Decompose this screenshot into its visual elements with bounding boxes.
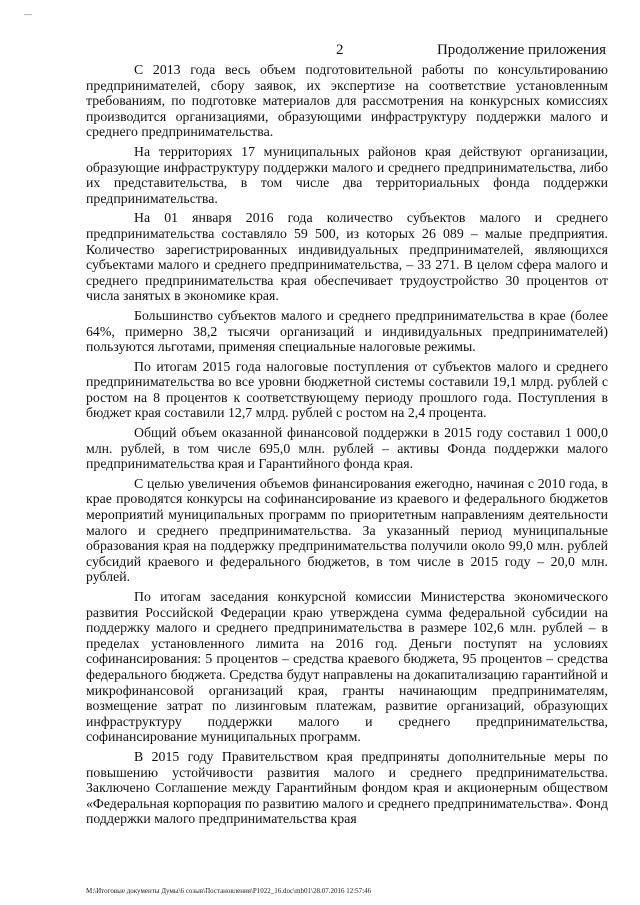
document-body — [86, 62, 608, 831]
paragraph: С целью увеличения объемов финансирования ежегодно, начиная с 2010 года, в крае проводятся конкурсы на софинансирование из краевого и федерального бюджетов мероприятий муниципальных программ по приоритетным направлениям деятельности малого и среднего предпринимательства. За указанный период муниципальные образования края на поддержку предпринимательства получили около 99,0 млн. рублей субсидий краевого и федерального бюджетов, в том числе в 2015 году – 20,0 млн. рублей. — [86, 475, 608, 585]
continuation-header: Продолжение приложения — [436, 42, 606, 58]
scan-corner-mark: — — [24, 10, 32, 19]
footer-file-path: M:\Итоговые документы Думы\6 созыв\Постановления\P1022_16.doc\mb01\28.07.2016 12:57:46 — [86, 887, 372, 895]
paragraph: Большинство субъектов малого и среднего предпринимательства в крае (более 64%, примерно 38,2 тысячи организаций и индивидуальных предпринимателей) пользуются льготами, применяя специальные налоговые режимы. — [86, 307, 608, 355]
paragraph: В 2015 году Правительством края предприняты дополнительные меры по повышению устойчивости развития малого и среднего предпринимательства. Заключено Соглашение между Гарантийным фондом края и акционерным обществом «Федеральная корпорация по развитию малого и среднего предпринимательства». Фонд поддержки малого предпринимательства края — [86, 748, 608, 827]
paragraph: По итогам 2015 года налоговые поступления от субъектов малого и среднего предпринимательства во все уровни бюджетной системы составили 19,1 млрд. рублей с ростом на 8 процентов к соответствующему периоду прошлого года. Поступления в бюджет края составили 12,7 млрд. рублей с ростом на 2,4 процента. — [86, 358, 608, 421]
paragraph: На 01 января 2016 года количество субъектов малого и среднего предпринимательства составляло 59 500, из которых 26 089 – малые предприятия. Количество зарегистрированных индивидуальных предпринимателей, являющихся субъектами малого и среднего предпринимательства, – 33 271. В целом сфера малого и среднего предпринимательства края обеспечивает трудоустройство 30 процентов от числа занятых в экономике края. — [86, 210, 608, 304]
paragraph: Общий объем оказанной финансовой поддержки в 2015 году составил 1 000,0 млн. рублей, в том числе 695,0 млн. рублей – активы Фонда поддержки малого предпринимательства края и Гарантийного фонда края. — [86, 425, 608, 472]
paragraph: По итогам заседания конкурсной комиссии Министерства экономического развития Российской Федерации краю утверждена сумма федеральной субсидии на поддержку малого и среднего предпринимательства в размере 102,6 млн. рублей – в пределах установленного лимита на 2016 год. Деньги поступят на условиях софинансирования: 5 процентов – средства краевого бюджета, 95 процентов – средства федерального бюджета. Средства будут направлены на докапитализацию гарантийной и микрофинансовой организаций края, гранты начинающим предпринимателям, возмещение затрат по лизинговым платежам, развитие организаций, образующих инфраструктуру поддержки малого и среднего предпринимательства, софинансирование муниципальных программ. — [86, 589, 608, 745]
paragraph: На территориях 17 муниципальных районов края действуют организации, образующие инфраструктуру поддержки малого и среднего предпринимательства, либо их представительства, в том числе два территориальных фонда поддержки предпринимательства. — [86, 143, 608, 206]
paragraph: С 2013 года весь объем подготовительной работы по консультированию предпринимателей, сбору заявок, их экспертизе на соответствие установленным требованиям, по подготовке материалов для рассмотрения на конкурсных комиссиях производится организациями, образующими инфраструктуру поддержки малого и среднего предпринимательства. — [86, 62, 608, 140]
page-number: 2 — [336, 42, 344, 58]
